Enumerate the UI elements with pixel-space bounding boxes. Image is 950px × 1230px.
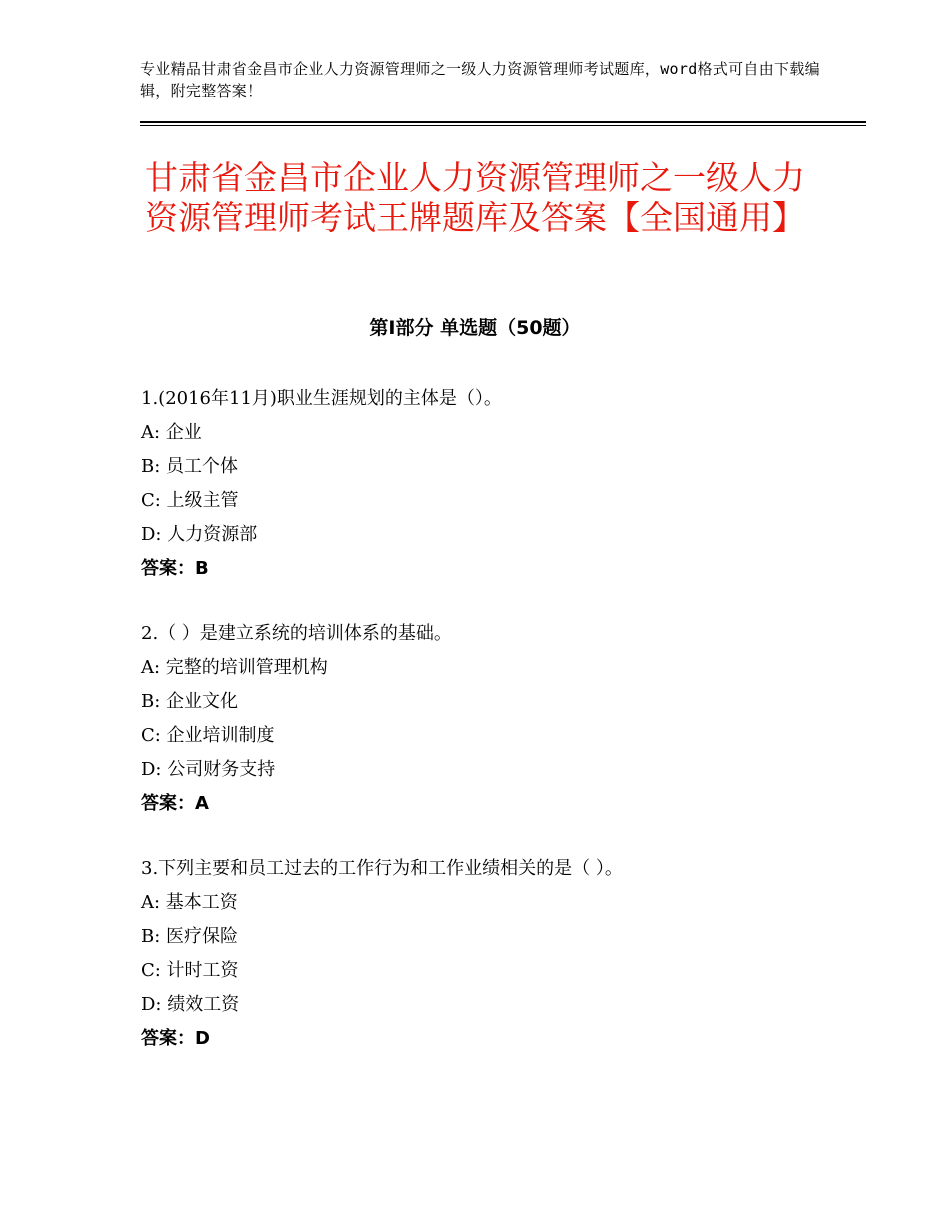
- option-d: D: 人力资源部: [141, 524, 258, 545]
- answer: 答案：A: [141, 793, 209, 814]
- header-note: 专业精品甘肃省金昌市企业人力资源管理师之一级人力资源管理师考试题库，word格式可自由下载编辑，附完整答案！: [140, 60, 820, 100]
- option-c: C: 上级主管: [141, 490, 239, 511]
- option-a: A: 完整的培训管理机构: [141, 657, 328, 678]
- option-d: D: 公司财务支持: [141, 759, 276, 780]
- question-stem: 1.(2016年11月)职业生涯规划的主体是（）。: [141, 388, 502, 409]
- option-c: C: 企业培训制度: [141, 725, 275, 746]
- header-rule-thick: [140, 121, 866, 123]
- option-c: C: 计时工资: [141, 960, 239, 981]
- option-d: D: 绩效工资: [141, 994, 240, 1015]
- question-stem: 2.（ ）是建立系统的培训体系的基础。: [141, 623, 452, 644]
- document-title: 甘肃省金昌市企业人力资源管理师之一级人力资源管理师考试王牌题库及答案【全国通用】: [145, 158, 805, 237]
- option-b: B: 企业文化: [141, 691, 239, 712]
- question-3: [141, 852, 861, 1056]
- answer: 答案：B: [141, 558, 209, 579]
- question-1: [141, 382, 861, 586]
- header-rule-thin: [140, 125, 866, 126]
- answer: 答案：D: [141, 1028, 210, 1049]
- question-list: [141, 382, 861, 1087]
- option-b: B: 员工个体: [141, 456, 239, 477]
- question-stem: 3.下列主要和员工过去的工作行为和工作业绩相关的是（ ）。: [141, 858, 623, 879]
- option-a: A: 企业: [141, 422, 202, 443]
- option-b: B: 医疗保险: [141, 926, 239, 947]
- section-heading: 第Ⅰ部分 单选题（50题）: [369, 317, 581, 339]
- question-2: [141, 617, 861, 821]
- option-a: A: 基本工资: [141, 892, 238, 913]
